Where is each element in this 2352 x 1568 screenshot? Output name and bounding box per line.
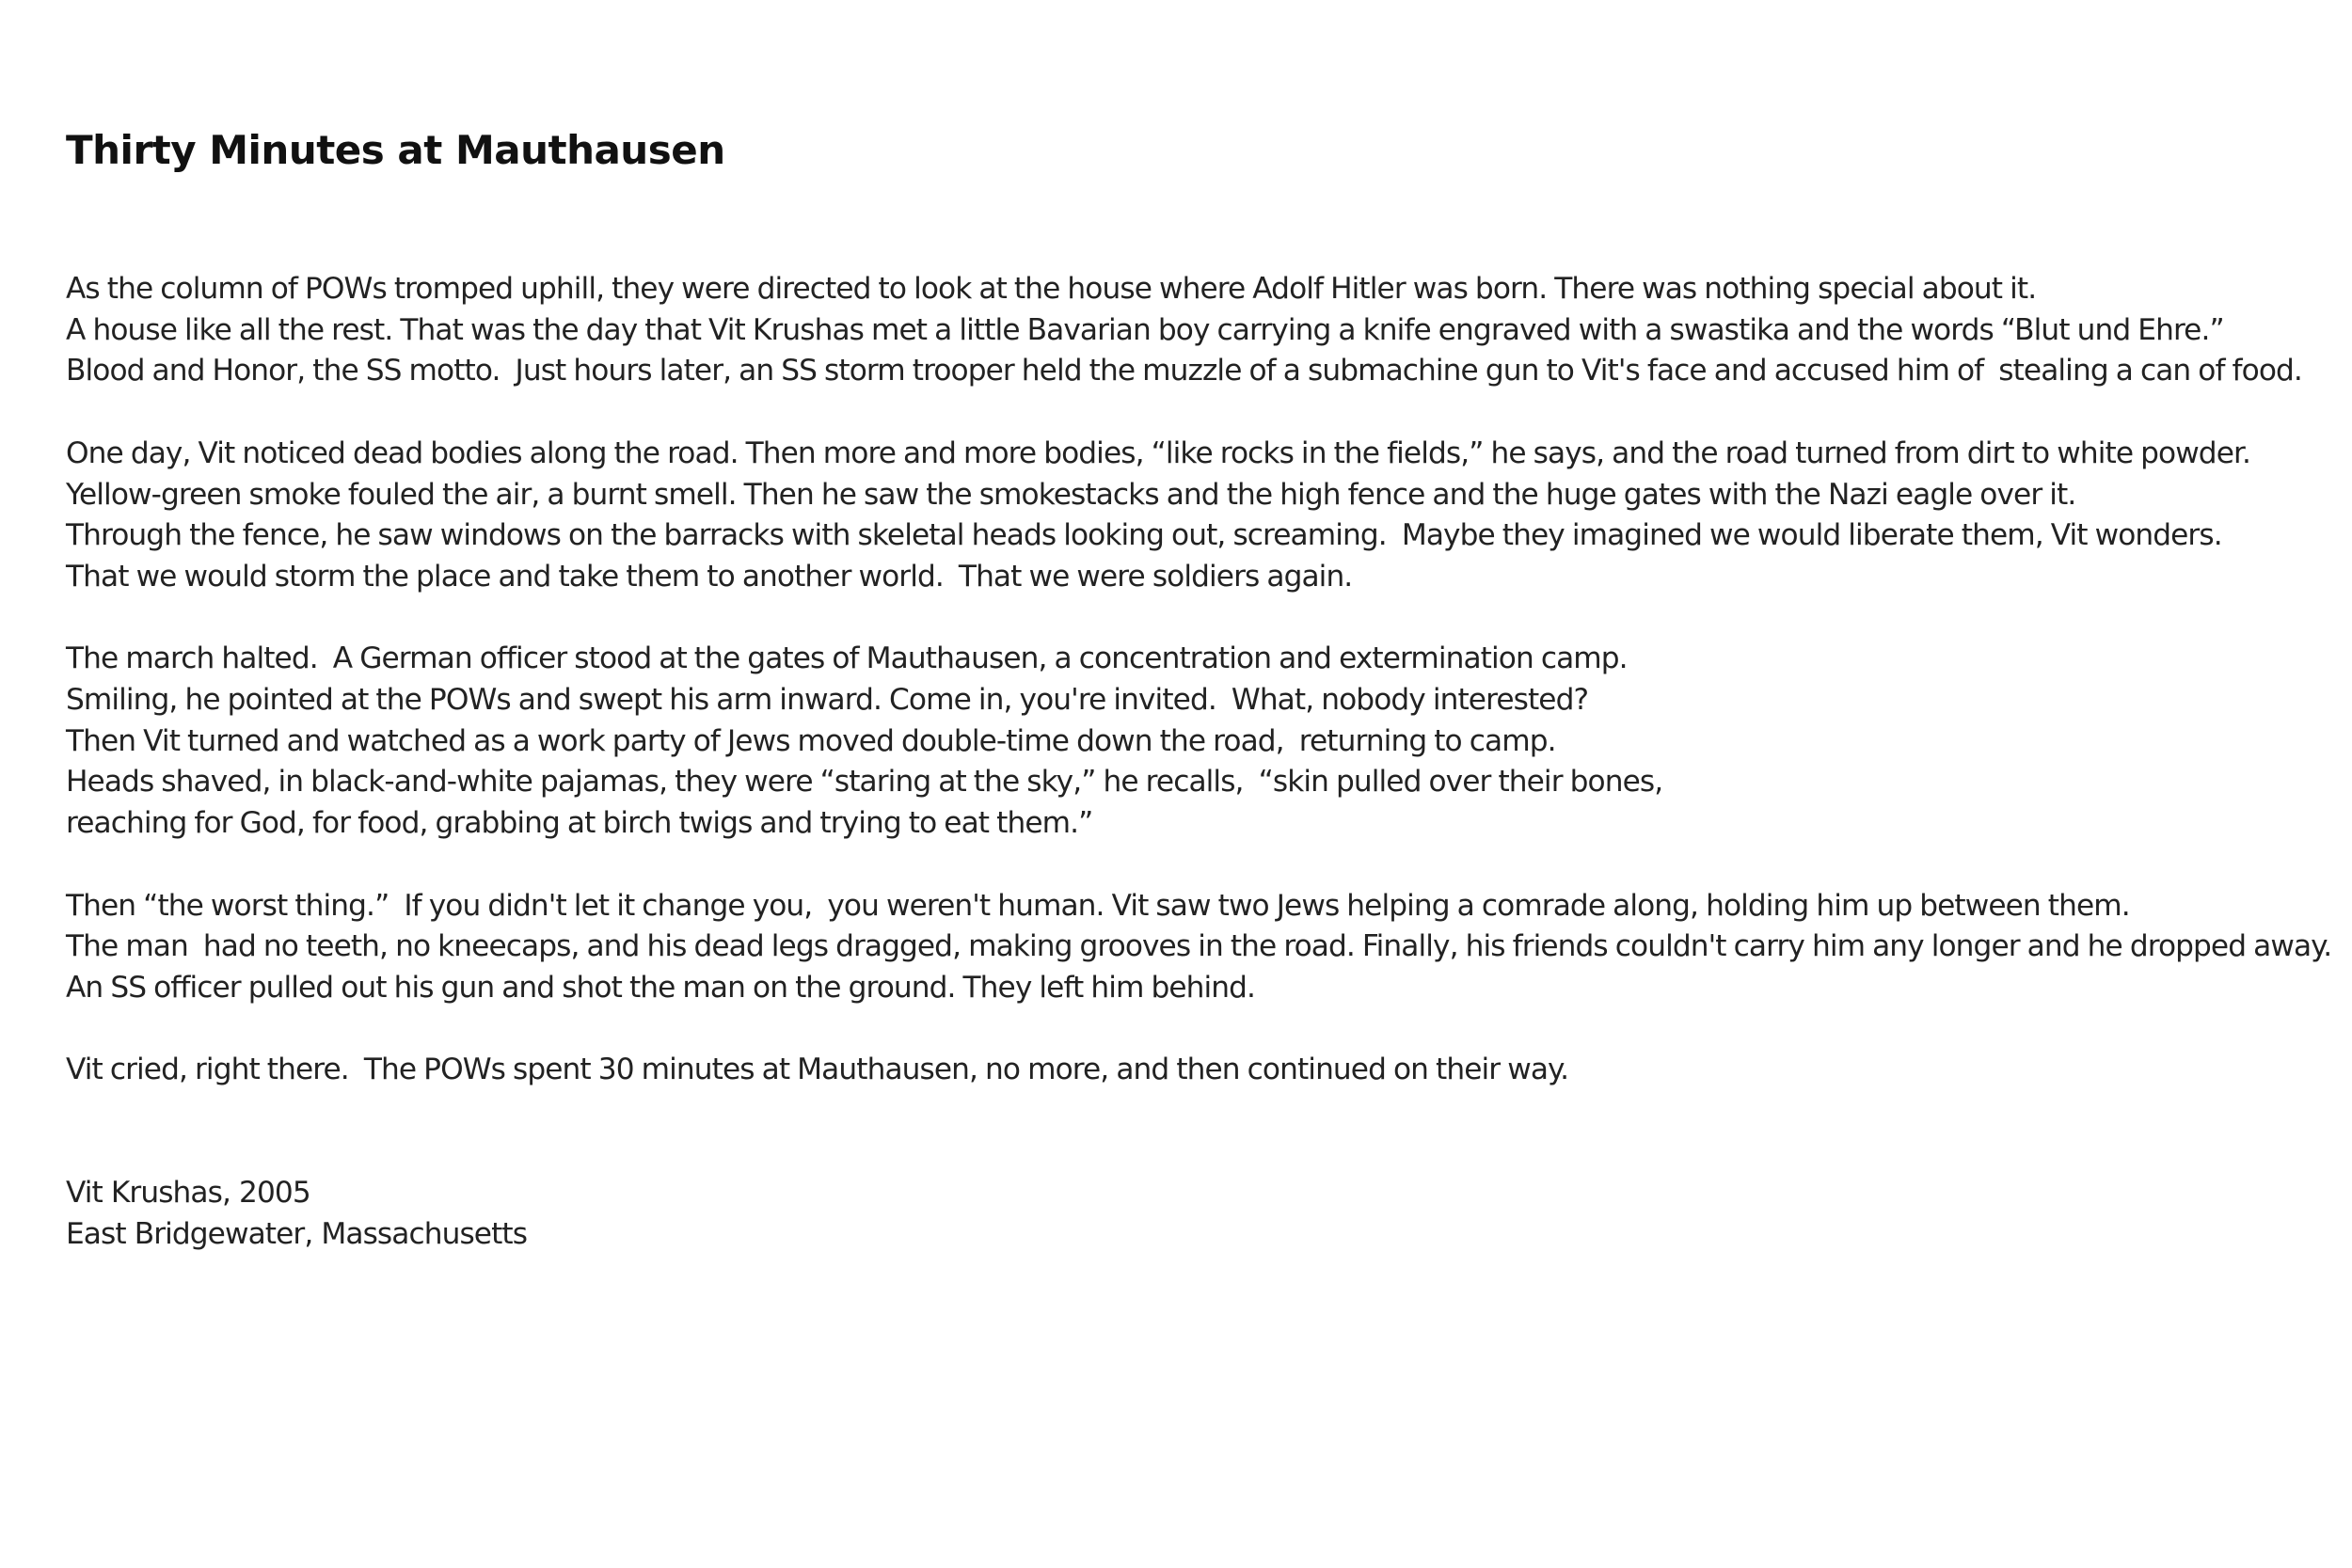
paragraph-4: [66, 886, 2332, 1009]
paragraph-3: [66, 639, 2305, 845]
paragraph-line: Vit cried, right there. The POWs spent 30 minutes at Mauthausen, no more, and then continued on their way.: [66, 1053, 1569, 1087]
author-location: East Bridgewater, Massachusetts: [66, 1216, 528, 1251]
paragraph-line: An SS officer pulled out his gun and shot the man on the ground. They left him behind.: [66, 970, 1256, 1005]
document-page: [66, 122, 2332, 1255]
paragraph-line: Through the fence, he saw windows on the barracks with skeletal heads looking out, screaming. Maybe they imagined we would liberate them, Vit wonders.: [66, 518, 2222, 553]
paragraph-line: The man had no teeth, no kneecaps, and his dead legs dragged, making grooves in the road. Finally, his friends couldn't carry him any longer and he dropped away.: [66, 929, 2332, 964]
paragraph-5: [66, 1050, 2305, 1091]
paragraph-line: Then Vit turned and watched as a work party of Jews moved double-time down the road, returning to camp.: [66, 723, 1556, 758]
paragraph-line: That we would storm the place and take them to another world. That we were soldiers again.: [66, 559, 1353, 594]
signature-block: [66, 1173, 2305, 1255]
paragraph-line: Heads shaved, in black-and-white pajamas, they were “staring at the sky,” he recalls, “skin pulled over their bones,: [66, 765, 1663, 800]
paragraph-line: One day, Vit noticed dead bodies along the road. Then more and more bodies, “like rocks in the fields,” he says, and the road turned from dirt to white powder.: [66, 436, 2251, 470]
paragraph-1: [66, 269, 2305, 392]
paragraph-2: [66, 434, 2305, 598]
paragraph-line: Then “the worst thing.” If you didn't let it change you, you weren't human. Vit saw two Jews helping a comrade along, holding him up between them.: [66, 888, 2130, 923]
paragraph-line: Blood and Honor, the SS motto. Just hours later, an SS storm trooper held the muzzle of a submachine gun to Vit's face and accused him of stealing a can of food.: [66, 354, 2302, 388]
document-title: Thirty Minutes at Mauthausen: [66, 127, 725, 173]
paragraph-line: reaching for God, for food, grabbing at birch twigs and trying to eat them.”: [66, 806, 1093, 841]
paragraph-line: A house like all the rest. That was the day that Vit Krushas met a little Bavarian boy carrying a knife engraved with a swastika and the words “Blut und Ehre.”: [66, 312, 2224, 347]
story-body: [66, 269, 2332, 1091]
paragraph-line: Yellow-green smoke fouled the air, a burnt smell. Then he saw the smokestacks and the high fence and the huge gates with the Nazi eagle over it.: [66, 477, 2076, 512]
author-name-year: Vit Krushas, 2005: [66, 1176, 310, 1210]
paragraph-line: Smiling, he pointed at the POWs and swept his arm inward. Come in, you're invited. What, nobody interested?: [66, 683, 1589, 717]
paragraph-line: The march halted. A German officer stood at the gates of Mauthausen, a concentration and extermination camp.: [66, 641, 1628, 676]
paragraph-line: As the column of POWs tromped uphill, they were directed to look at the house where Adolf Hitler was born. There was nothing special about it.: [66, 272, 2037, 306]
